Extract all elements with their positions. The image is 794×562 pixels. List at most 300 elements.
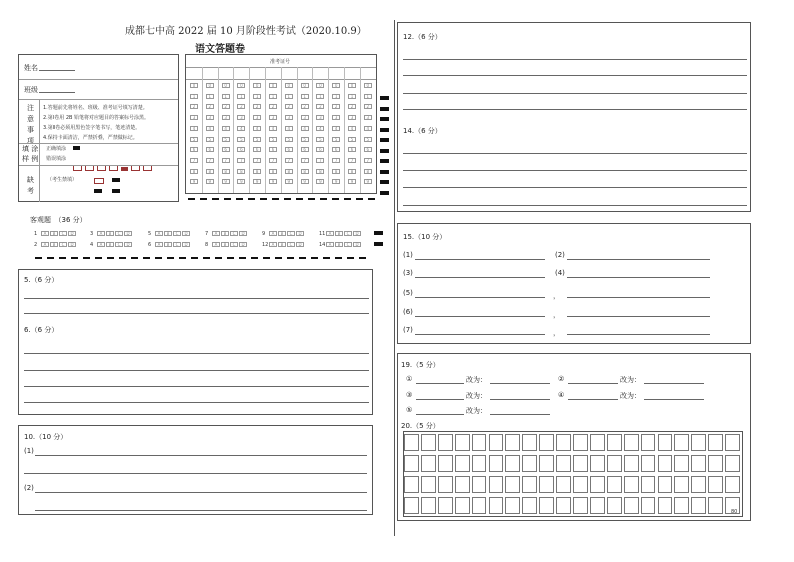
q20-grid-cell[interactable] <box>556 497 571 514</box>
exam-id-digit[interactable]: 3 <box>301 115 309 120</box>
objective-option-bubble[interactable]: B <box>278 231 286 236</box>
q15-item-7: (7) <box>403 326 413 334</box>
objective-option-bubble[interactable]: C <box>59 242 67 247</box>
exam-id-digit[interactable]: 6 <box>316 147 324 152</box>
q20-grid-cell[interactable] <box>505 497 520 514</box>
objective-option-bubble[interactable]: A <box>326 231 334 236</box>
dash-segment <box>188 198 195 200</box>
exam-id-digit[interactable]: 0 <box>206 83 214 88</box>
dash-segment <box>332 198 339 200</box>
exam-id-digit[interactable]: 1 <box>237 94 245 99</box>
q20-grid-cell[interactable] <box>438 455 453 472</box>
objective-option-bubble[interactable]: B <box>221 242 229 247</box>
exam-id-digit[interactable]: 4 <box>222 126 230 131</box>
objective-option-bubble[interactable]: D <box>353 231 361 236</box>
objective-option-bubble[interactable]: A <box>41 231 49 236</box>
exam-id-digit[interactable]: 5 <box>237 137 245 142</box>
exam-id-digit[interactable]: 0 <box>285 83 293 88</box>
objective-option-bubble[interactable]: C <box>344 231 352 236</box>
objective-option-bubble[interactable]: C <box>287 242 295 247</box>
exam-id-digit[interactable]: 8 <box>206 169 214 174</box>
q20-grid-cell[interactable] <box>539 476 554 493</box>
q20-grid-cell[interactable] <box>641 434 656 451</box>
timing-mark <box>380 149 389 153</box>
wrong-fill-label: 错误填涂 <box>46 156 67 162</box>
exam-id-digit[interactable]: 1 <box>332 94 340 99</box>
exam-id-digit[interactable]: 5 <box>285 137 293 142</box>
q20-grid-cell[interactable] <box>421 497 436 514</box>
dash-segment <box>260 198 267 200</box>
q15-title: 15.（10 分） <box>403 233 447 241</box>
exam-id-digit[interactable]: 7 <box>364 158 372 163</box>
q20-grid-cell[interactable] <box>590 434 605 451</box>
objective-option-bubble[interactable]: B <box>106 231 114 236</box>
exam-id-digit[interactable]: 2 <box>222 104 230 109</box>
exam-id-digit[interactable]: 7 <box>285 158 293 163</box>
exam-id-digit[interactable]: 5 <box>190 137 198 142</box>
exam-id-digit[interactable]: 3 <box>332 115 340 120</box>
q20-grid-cell[interactable] <box>573 497 588 514</box>
dash-segment <box>167 257 174 259</box>
q15-sep-6: ， <box>553 311 560 319</box>
q20-grid-cell[interactable] <box>624 497 639 514</box>
q20-grid-cell[interactable] <box>455 476 470 493</box>
note-4: 4.保持卡面清洁，严禁折叠，严禁做标记。 <box>43 135 138 141</box>
q20-grid-cell[interactable] <box>421 434 436 451</box>
exam-id-digit[interactable]: 1 <box>301 94 309 99</box>
q20-grid-cell[interactable] <box>725 476 740 493</box>
exam-id-digit[interactable]: 3 <box>253 115 261 120</box>
exam-id-digit[interactable]: 7 <box>348 158 356 163</box>
q20-title: 20.（5 分） <box>401 422 440 430</box>
name-label: 姓名 <box>24 64 38 72</box>
q5-title: 5.（6 分） <box>24 276 59 284</box>
exam-id-digit[interactable]: 4 <box>269 126 277 131</box>
dash-segment <box>335 257 342 259</box>
q20-grid-cell[interactable] <box>607 497 622 514</box>
q20-grid-cell[interactable] <box>404 434 419 451</box>
exam-id-digit[interactable]: 5 <box>364 137 372 142</box>
exam-id-digit[interactable]: 4 <box>206 126 214 131</box>
exam-id-digit[interactable]: 9 <box>285 179 293 184</box>
q20-grid-cell[interactable] <box>505 434 520 451</box>
q20-grid-cell[interactable] <box>438 476 453 493</box>
exam-id-digit[interactable]: 7 <box>237 158 245 163</box>
exam-id-digit[interactable]: 5 <box>269 137 277 142</box>
q20-grid-cell[interactable] <box>573 476 588 493</box>
q20-grid-cell[interactable] <box>641 455 656 472</box>
q20-grid-cell[interactable] <box>708 497 723 514</box>
exam-id-digit[interactable]: 0 <box>253 83 261 88</box>
dash-segment <box>155 257 162 259</box>
absent-box[interactable] <box>94 178 104 184</box>
objective-option-bubble[interactable]: B <box>50 242 58 247</box>
q20-grid-cell[interactable] <box>641 476 656 493</box>
q20-grid-cell[interactable] <box>708 455 723 472</box>
exam-id-digit[interactable]: 6 <box>222 147 230 152</box>
exam-id-digit[interactable]: 9 <box>269 179 277 184</box>
exam-id-digit[interactable]: 9 <box>253 179 261 184</box>
absent-label-1: 缺 <box>27 176 34 184</box>
exam-id-digit[interactable]: 1 <box>269 94 277 99</box>
q20-grid-cell[interactable] <box>691 434 706 451</box>
q20-grid-cell[interactable] <box>472 434 487 451</box>
q15-item-4: (4) <box>555 269 565 277</box>
exam-id-digit[interactable]: 0 <box>190 83 198 88</box>
q20-grid-cell[interactable] <box>472 455 487 472</box>
q20-grid-cell[interactable] <box>404 497 419 514</box>
q20-grid-cell[interactable] <box>607 434 622 451</box>
exam-id-digit[interactable]: 4 <box>364 126 372 131</box>
objective-option-bubble[interactable]: C <box>173 231 181 236</box>
fill-label-1: 填 涂 <box>22 145 39 153</box>
exam-id-digit[interactable]: 1 <box>206 94 214 99</box>
objective-option-bubble[interactable]: B <box>335 231 343 236</box>
exam-id-digit[interactable]: 8 <box>348 169 356 174</box>
dash-segment <box>320 198 327 200</box>
objective-option-bubble[interactable]: B <box>164 242 172 247</box>
exam-id-digit[interactable]: 0 <box>332 83 340 88</box>
exam-id-digit[interactable]: 3 <box>190 115 198 120</box>
exam-id-digit[interactable]: 8 <box>253 169 261 174</box>
q15-item-2: (2) <box>555 251 565 259</box>
q20-grid-cell[interactable] <box>607 476 622 493</box>
exam-id-digit[interactable]: 2 <box>206 104 214 109</box>
exam-id-digit[interactable]: 9 <box>301 179 309 184</box>
q20-grid-cell[interactable] <box>489 434 504 451</box>
q20-grid-cell[interactable] <box>590 497 605 514</box>
q20-grid-cell[interactable] <box>624 455 639 472</box>
dash-segment <box>263 257 270 259</box>
objective-option-bubble[interactable]: A <box>269 242 277 247</box>
exam-id-digit[interactable]: 3 <box>285 115 293 120</box>
objective-option-bubble[interactable]: D <box>182 242 190 247</box>
objective-option-bubble[interactable]: A <box>269 231 277 236</box>
objective-option-bubble[interactable]: A <box>155 231 163 236</box>
objective-option-bubble[interactable]: C <box>115 231 123 236</box>
q20-grid-cell[interactable] <box>658 497 673 514</box>
exam-id-digit[interactable]: 8 <box>190 169 198 174</box>
dash-segment <box>323 257 330 259</box>
exam-id-digit[interactable]: 7 <box>269 158 277 163</box>
exam-id-digit[interactable]: 2 <box>301 104 309 109</box>
q20-grid-cell[interactable] <box>455 434 470 451</box>
exam-id-digit[interactable]: 9 <box>348 179 356 184</box>
exam-id-label: 准考证号 <box>270 59 291 65</box>
objective-option-bubble[interactable]: D <box>296 231 304 236</box>
exam-id-digit[interactable]: 2 <box>190 104 198 109</box>
dash-segment <box>368 198 375 200</box>
dash-segment <box>311 257 318 259</box>
exam-id-digit[interactable]: 1 <box>285 94 293 99</box>
exam-id-digit[interactable]: 9 <box>332 179 340 184</box>
objective-option-bubble[interactable]: A <box>212 231 220 236</box>
exam-id-digit[interactable]: 6 <box>206 147 214 152</box>
objective-option-bubble[interactable]: B <box>164 231 172 236</box>
exam-id-digit[interactable]: 4 <box>190 126 198 131</box>
dash-segment <box>215 257 222 259</box>
q20-grid-cell[interactable] <box>404 455 419 472</box>
exam-id-digit[interactable]: 8 <box>222 169 230 174</box>
q5-q6-box <box>18 269 373 415</box>
objective-option-bubble[interactable]: A <box>212 242 220 247</box>
exam-id-digit[interactable]: 6 <box>285 147 293 152</box>
q19-change-1: 改为： <box>466 376 487 384</box>
objective-option-bubble[interactable]: B <box>221 231 229 236</box>
exam-id-digit[interactable]: 2 <box>316 104 324 109</box>
exam-id-digit[interactable]: 1 <box>348 94 356 99</box>
objective-option-bubble[interactable]: C <box>173 242 181 247</box>
q20-grid-cell[interactable] <box>607 455 622 472</box>
exam-id-digit[interactable]: 3 <box>237 115 245 120</box>
exam-id-digit[interactable]: 7 <box>190 158 198 163</box>
q20-grid-cell[interactable] <box>725 434 740 451</box>
q20-grid-cell[interactable] <box>539 434 554 451</box>
exam-id-digit[interactable]: 8 <box>237 169 245 174</box>
objective-option-bubble[interactable]: A <box>97 242 105 247</box>
exam-id-digit[interactable]: 6 <box>364 147 372 152</box>
objective-option-bubble[interactable]: B <box>50 231 58 236</box>
exam-id-digit[interactable]: 4 <box>316 126 324 131</box>
dash-segment <box>272 198 279 200</box>
exam-id-digit[interactable]: 6 <box>253 147 261 152</box>
exam-id-digit[interactable]: 0 <box>237 83 245 88</box>
exam-id-digit[interactable]: 9 <box>190 179 198 184</box>
exam-id-digit[interactable]: 2 <box>253 104 261 109</box>
exam-id-digit[interactable]: 1 <box>222 94 230 99</box>
dash-segment <box>71 257 78 259</box>
timing-mark <box>380 96 389 100</box>
class-label: 班级 <box>24 86 38 94</box>
q20-grid-cell[interactable] <box>455 497 470 514</box>
exam-id-digit[interactable]: 2 <box>332 104 340 109</box>
exam-id-digit[interactable]: 4 <box>348 126 356 131</box>
exam-id-digit[interactable]: 5 <box>206 137 214 142</box>
exam-id-digit[interactable]: 9 <box>316 179 324 184</box>
exam-id-digit[interactable]: 7 <box>206 158 214 163</box>
exam-id-digit[interactable]: 4 <box>237 126 245 131</box>
q20-grid-cell[interactable] <box>590 455 605 472</box>
exam-id-digit[interactable]: 1 <box>253 94 261 99</box>
q20-grid-cell[interactable] <box>421 476 436 493</box>
exam-id-digit[interactable]: 6 <box>237 147 245 152</box>
exam-id-digit[interactable]: 2 <box>285 104 293 109</box>
exam-id-digit[interactable]: 6 <box>190 147 198 152</box>
q20-grid-cell[interactable] <box>505 476 520 493</box>
q19-q20-box <box>397 353 751 521</box>
q20-grid-cell[interactable] <box>522 434 537 451</box>
q20-grid-cell[interactable] <box>489 497 504 514</box>
objective-option-bubble[interactable]: D <box>124 231 132 236</box>
objective-option-bubble[interactable]: C <box>230 231 238 236</box>
q20-grid-cell[interactable] <box>658 455 673 472</box>
exam-id-digit[interactable]: 0 <box>222 83 230 88</box>
q20-grid-cell[interactable] <box>472 476 487 493</box>
objective-option-bubble[interactable]: D <box>239 231 247 236</box>
q20-grid-cell[interactable] <box>674 455 689 472</box>
objective-option-bubble[interactable]: A <box>155 242 163 247</box>
objective-question-number: 3 <box>90 231 94 237</box>
q20-grid-cell[interactable] <box>522 455 537 472</box>
q20-grid-cell[interactable] <box>708 476 723 493</box>
exam-id-digit[interactable]: 8 <box>301 169 309 174</box>
exam-id-digit[interactable]: 5 <box>316 137 324 142</box>
exam-id-digit[interactable]: 8 <box>316 169 324 174</box>
exam-id-digit[interactable]: 3 <box>316 115 324 120</box>
exam-id-digit[interactable]: 1 <box>364 94 372 99</box>
objective-option-bubble[interactable]: A <box>97 231 105 236</box>
exam-id-digit[interactable]: 1 <box>190 94 198 99</box>
exam-id-digit[interactable]: 8 <box>285 169 293 174</box>
dash-segment <box>248 198 255 200</box>
exam-id-digit[interactable]: 6 <box>332 147 340 152</box>
q20-grid-cell[interactable] <box>522 497 537 514</box>
objective-option-bubble[interactable]: D <box>68 242 76 247</box>
objective-option-bubble[interactable]: D <box>182 231 190 236</box>
note-2: 2.第Ⅰ卷用 2B 铅笔将对应题目的答案标号涂黑。 <box>43 115 150 121</box>
q20-grid-cell[interactable] <box>674 434 689 451</box>
exam-id-digit[interactable]: 9 <box>206 179 214 184</box>
objective-option-bubble[interactable]: C <box>59 231 67 236</box>
objective-option-bubble[interactable]: A <box>41 242 49 247</box>
exam-id-digit[interactable]: 5 <box>253 137 261 142</box>
exam-id-digit[interactable]: 0 <box>364 83 372 88</box>
q20-grid-cell[interactable] <box>522 476 537 493</box>
exam-id-digit[interactable]: 3 <box>206 115 214 120</box>
exam-id-digit[interactable]: 7 <box>332 158 340 163</box>
objective-option-bubble[interactable]: D <box>239 242 247 247</box>
q20-grid-cell[interactable] <box>674 476 689 493</box>
q20-grid-cell[interactable] <box>438 497 453 514</box>
objective-option-bubble[interactable]: C <box>344 242 352 247</box>
exam-id-digit[interactable]: 9 <box>364 179 372 184</box>
exam-id-digit[interactable]: 7 <box>301 158 309 163</box>
exam-id-digit[interactable]: 5 <box>348 137 356 142</box>
q10-sub-2: (2) <box>24 484 34 492</box>
absent-mark-1 <box>112 178 120 182</box>
exam-id-digit[interactable]: 6 <box>301 147 309 152</box>
fill-label-2: 样 例 <box>22 155 39 163</box>
exam-id-digit[interactable]: 3 <box>269 115 277 120</box>
exam-id-digit[interactable]: 8 <box>364 169 372 174</box>
q20-grid-cell[interactable] <box>556 434 571 451</box>
dash-segment <box>344 198 351 200</box>
q20-grid-cell[interactable] <box>539 455 554 472</box>
exam-id-digit[interactable]: 5 <box>332 137 340 142</box>
q20-grid-cell[interactable] <box>708 434 723 451</box>
exam-id-digit[interactable]: 9 <box>222 179 230 184</box>
objective-option-bubble[interactable]: B <box>335 242 343 247</box>
exam-id-digit[interactable]: 0 <box>269 83 277 88</box>
exam-id-digit[interactable]: 2 <box>364 104 372 109</box>
q12-q14-box <box>397 22 751 212</box>
objective-option-bubble[interactable]: D <box>68 231 76 236</box>
q20-grid-cell[interactable] <box>624 434 639 451</box>
exam-id-digit[interactable]: 3 <box>364 115 372 120</box>
objective-option-bubble[interactable]: C <box>287 231 295 236</box>
q20-grid-cell[interactable] <box>641 497 656 514</box>
exam-id-digit[interactable]: 5 <box>301 137 309 142</box>
q20-grid-cell[interactable] <box>691 476 706 493</box>
q20-grid-cell[interactable] <box>556 476 571 493</box>
dash-segment <box>131 257 138 259</box>
exam-id-digit[interactable]: 0 <box>316 83 324 88</box>
q20-grid-cell[interactable] <box>691 497 706 514</box>
dash-segment <box>236 198 243 200</box>
q20-grid-cell[interactable] <box>624 476 639 493</box>
q20-grid-cell[interactable] <box>691 455 706 472</box>
q20-grid-cell[interactable] <box>489 476 504 493</box>
notes-heading-2: 意 <box>27 115 34 123</box>
exam-id-digit[interactable]: 0 <box>301 83 309 88</box>
q20-grid-cell[interactable] <box>421 455 436 472</box>
exam-id-digit[interactable]: 6 <box>348 147 356 152</box>
q20-grid-cell[interactable] <box>489 455 504 472</box>
q20-grid-cell[interactable] <box>472 497 487 514</box>
objective-option-bubble[interactable]: C <box>230 242 238 247</box>
objective-option-bubble[interactable]: D <box>296 242 304 247</box>
q20-grid-cell[interactable] <box>505 455 520 472</box>
q20-grid-cell[interactable] <box>539 497 554 514</box>
exam-id-digit[interactable]: 2 <box>237 104 245 109</box>
objective-option-bubble[interactable]: D <box>353 242 361 247</box>
exam-id-digit[interactable]: 3 <box>348 115 356 120</box>
q20-grid-cell[interactable] <box>404 476 419 493</box>
q20-grid-cell[interactable] <box>725 497 740 514</box>
objective-option-bubble[interactable]: C <box>115 242 123 247</box>
exam-id-digit[interactable]: 8 <box>269 169 277 174</box>
exam-id-digit[interactable]: 4 <box>253 126 261 131</box>
objective-option-bubble[interactable]: B <box>278 242 286 247</box>
objective-option-bubble[interactable]: B <box>106 242 114 247</box>
objective-option-bubble[interactable]: D <box>124 242 132 247</box>
exam-id-digit[interactable]: 8 <box>332 169 340 174</box>
exam-id-digit[interactable]: 7 <box>316 158 324 163</box>
exam-id-digit[interactable]: 9 <box>237 179 245 184</box>
exam-id-digit[interactable]: 7 <box>253 158 261 163</box>
q20-grid-cell[interactable] <box>658 476 673 493</box>
q20-grid-cell[interactable] <box>455 455 470 472</box>
q20-grid-cell[interactable] <box>658 434 673 451</box>
q20-grid-cell[interactable] <box>674 497 689 514</box>
exam-id-digit[interactable]: 2 <box>269 104 277 109</box>
q20-grid-cell[interactable] <box>590 476 605 493</box>
exam-id-digit[interactable]: 5 <box>222 137 230 142</box>
exam-id-digit[interactable]: 4 <box>332 126 340 131</box>
dash-segment <box>287 257 294 259</box>
q20-grid-cell[interactable] <box>438 434 453 451</box>
objective-option-bubble[interactable]: A <box>326 242 334 247</box>
q20-grid-cell[interactable] <box>573 434 588 451</box>
exam-id-digit[interactable]: 6 <box>269 147 277 152</box>
exam-id-digit[interactable]: 2 <box>348 104 356 109</box>
info-box <box>18 54 179 202</box>
exam-id-digit[interactable]: 0 <box>348 83 356 88</box>
q19-item-2: ② <box>558 375 565 383</box>
exam-id-digit[interactable]: 7 <box>222 158 230 163</box>
timing-mark <box>380 159 389 163</box>
q20-grid-cell[interactable] <box>573 455 588 472</box>
objective-question-number: 1 <box>34 231 38 237</box>
q20-grid-cell[interactable] <box>556 455 571 472</box>
exam-id-digit[interactable]: 1 <box>316 94 324 99</box>
q20-grid-cell[interactable] <box>725 455 740 472</box>
exam-id-digit[interactable]: 3 <box>222 115 230 120</box>
exam-id-digit[interactable]: 4 <box>285 126 293 131</box>
dash-segment <box>227 257 234 259</box>
dash-segment <box>308 198 315 200</box>
exam-id-digit[interactable]: 4 <box>301 126 309 131</box>
